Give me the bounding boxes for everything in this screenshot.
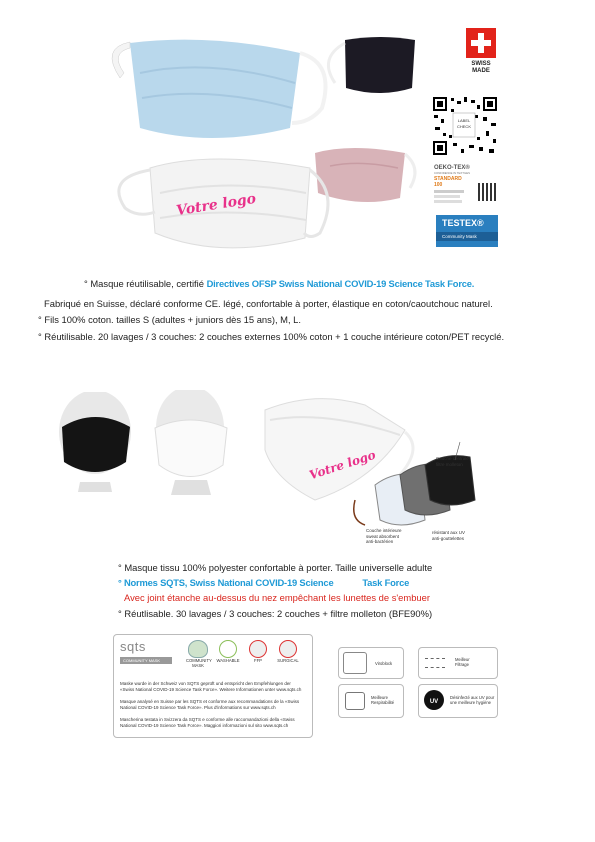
sqts-certificate-card [113,634,313,738]
top-logo-print: Votre logo [175,190,258,220]
label-check-text: LABEL CHECK [456,118,471,129]
oeko-tex-sub: CONFIDENCE IN TEXTILES [434,171,471,175]
surgical-crossed-icon: SURGICAL [276,640,300,668]
layer-label-inner: Couche intérieure sweat absorbent anti-bactérien [366,528,402,544]
bottom-line-4: ° Réutlisable. 30 lavages / 3 couches: 2 couches + filtre molleton (BFE90%) [118,608,433,619]
feature-uv: UV Désinfecté aux UV pour une meilleure hygiène [418,684,498,718]
oeko-tex-standard: STANDARD 100 [434,176,462,188]
swiss-flag-badge [466,28,496,78]
sqts-icon-row [186,640,300,668]
layer-label-top: Couche centrale filtre molleton [436,456,469,467]
qr-code-icon [431,95,499,157]
community-mask-icon: COMMUNITY MASK [186,640,210,668]
uv-sun-icon: UV [424,690,444,710]
testex-sub: Community Mask [436,232,498,241]
top-line-4: ° Réutilisable. 20 lavages / 3 couches: 2 couches externes 100% coton + 1 couche intérieure coton/PET recyclé. [38,331,505,342]
ffp-crossed-icon: FFP [246,640,270,668]
filter-icon [425,658,445,668]
white-mask-mannequin-photo [145,390,240,495]
top-mask-photos [60,28,430,268]
sqts-logo: sqts COMMUNITY MASK [120,639,172,664]
bottom-logo-print: Votre logo [307,447,378,483]
swiss-made-label: SWISS MADE [471,61,491,74]
sqts-text-de: Maske wurde in der Schweiz von SQTS geprüft und entspricht den Empfehlungen der «Swiss National COVID-19 Science Task Force». Weitere Informationen unter www.sqts.ch [120,681,302,692]
testex-badge [436,215,498,247]
oeko-tex-badge [434,165,498,203]
feature-filtrage: Meilleur Filtrage [418,647,498,679]
feature-viroblock: Viroblock [338,647,404,679]
virus-shield-icon [343,652,367,674]
feature-respirabilite: Meilleure Respirabilité [338,684,404,718]
bottom-line-2: ° Normes SQTS, Swiss National COVID-19 Science Task Force [118,577,410,588]
ofsp-highlight: Directives OFSP Swiss National COVID-19 Science Task Force. [206,278,475,289]
sqts-text-it: Mascherina testata in Svizzera da SQTS e conforme alle raccomandazioni della «Swiss National COVID-19 Science Task Force». Maggiori informazioni sul sito www.sqts.ch [120,717,295,728]
top-line-2: Fabriqué en Suisse, déclaré conforme CE. légé, confortable à porter, élastique en coton/caoutchouc naturel. [44,298,493,309]
sqts-text-fr: Masque analysé en Suisse par les SQTS et conforme aux recommandations de la «Swiss National COVID-19 Science Task Force». Plus d'informations sur www.sqts.ch [120,699,300,710]
sqts-community-label: COMMUNITY MASK [120,657,172,664]
bottom-line-3: Avec joint étanche au-dessus du nez empêchant les lunettes de s'embuer [124,592,430,603]
washable-icon: WASHABLE [216,640,240,668]
oeko-tex-title: OEKO-TEX® [434,165,470,171]
oeko-qr-icon [478,183,496,201]
airflow-icon [345,692,365,710]
top-line-1: ° Masque réutilisable, certifié Directives OFSP Swiss National COVID-19 Science Task Force. [84,278,475,289]
top-line-3: ° Fils 100% coton. tailles S (adultes + juniors dès 15 ans), M, L. [38,314,301,325]
bottom-line-1: ° Masque tissu 100% polyester confortable à porter. Taille universelle adulte [118,562,433,573]
layer-label-outer: résistant aux UV anti-gouttelettes [432,530,466,541]
testex-title: TESTEX® [442,218,484,228]
black-mask-mannequin-photo [50,392,135,492]
